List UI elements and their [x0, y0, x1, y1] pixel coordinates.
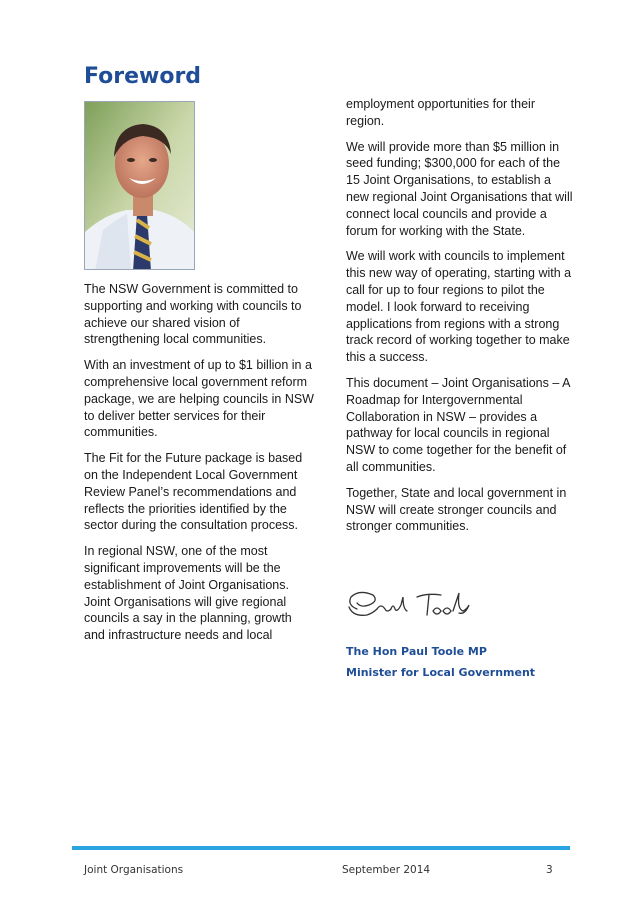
paragraph: The NSW Government is committed to supporting and working with councils to achieve our shared vision of strengthening local communities.: [84, 282, 302, 347]
paragraph: With an investment of up to $1 billion in a comprehensive local government reform package, we are helping councils in NSW to deliver better services for their communities.: [84, 358, 314, 440]
page-number: 3: [546, 864, 553, 876]
footer-document-title: Joint Organisations: [84, 864, 184, 876]
paragraph: In regional NSW, one of the most significant improvements will be the establishment of Joint Organisations. Joint Organisations will give regional councils a say in the planning, growth and infrastructure needs and local: [84, 544, 292, 643]
footer-rule: [72, 846, 570, 850]
paragraph: Together, State and local government in NSW will create stronger councils and stronger communities.: [346, 485, 567, 534]
paragraph: employment opportunities for their region.: [346, 97, 535, 128]
right-column: [346, 96, 576, 544]
page-title: Foreword: [84, 64, 202, 89]
signatory-title: Minister for Local Government: [346, 666, 536, 679]
paragraph: This document – Joint Organisations – A Roadmap for Intergovernmental Collaboration in NSW – provides a pathway for local councils in regional NSW to come together for the benefit of all communities.: [346, 375, 570, 474]
left-column: [84, 281, 316, 653]
paragraph: We will work with councils to implement this new way of operating, starting with a call for up to four regions to pilot the model. I look forward to receiving applications from regions with a strong track record of working together to make this a success.: [346, 249, 572, 365]
handwritten-signature: [343, 587, 473, 627]
footer-date: September 2014: [342, 864, 431, 876]
paragraph: We will provide more than $5 million in seed funding; $300,000 for each of the 15 Joint Organisations, to establish a new regional Joint Organisations that will connect local councils and provide a forum for working with the State.: [346, 139, 573, 238]
signatory-name: The Hon Paul Toole MP: [346, 645, 487, 658]
paragraph: The Fit for the Future package is based on the Independent Local Government Review Panel’s recommendations and reflects the priorities identified by the sector during the consultation process.: [84, 451, 303, 533]
minister-portrait: [84, 101, 195, 270]
